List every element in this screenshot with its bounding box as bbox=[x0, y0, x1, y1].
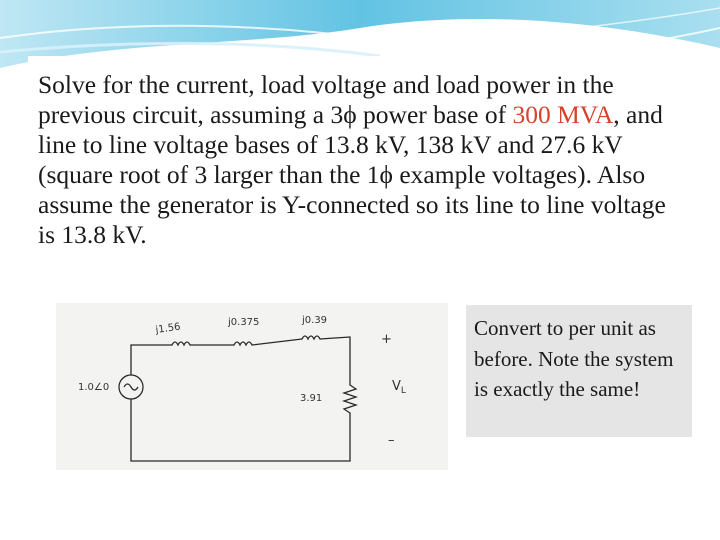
sine-wave-icon bbox=[124, 384, 138, 390]
reactance-z3 bbox=[302, 336, 320, 339]
z2-label: j0.375 bbox=[228, 317, 260, 328]
load-resistor bbox=[344, 385, 356, 413]
z3-label: j0.39 bbox=[302, 315, 328, 326]
problem-text-4: example voltages). Also assume the generator is Y-connected so its line to line voltage is 13.8 kV. bbox=[38, 160, 666, 249]
circuit-sketch bbox=[56, 303, 448, 470]
wire-top-3 bbox=[252, 339, 302, 345]
problem-text-3: , and line to line voltage bases of 13.8 kV, 138 kV and 27.6 kV (square root of 3 larger than the 1 bbox=[38, 100, 663, 189]
circuit-diagram bbox=[56, 303, 448, 470]
note-text: Convert to per unit as before. Note the system is exactly the same! bbox=[474, 316, 674, 401]
problem-statement bbox=[38, 70, 688, 250]
reactance-z1 bbox=[172, 342, 190, 345]
z1-label: j1.56 bbox=[154, 321, 182, 336]
source-label: 1.0∠0 bbox=[78, 382, 110, 393]
problem-text-2: power base of bbox=[356, 100, 513, 129]
phi-symbol: ϕ bbox=[343, 100, 357, 129]
highlighted-power-base: 300 MVA bbox=[512, 100, 614, 129]
minus-label: – bbox=[388, 433, 395, 448]
reactance-z2 bbox=[234, 342, 252, 345]
plus-label: + bbox=[381, 332, 392, 347]
phi-symbol: ϕ bbox=[379, 160, 393, 189]
vl-label: $V_L$ bbox=[392, 379, 406, 396]
problem-text-1: Solve for the current, load voltage and load power in the previous circuit, assuming a 3 bbox=[38, 70, 614, 129]
load-label: 3.91 bbox=[300, 393, 323, 404]
note-box bbox=[466, 305, 692, 437]
wire-top-4 bbox=[320, 337, 350, 339]
